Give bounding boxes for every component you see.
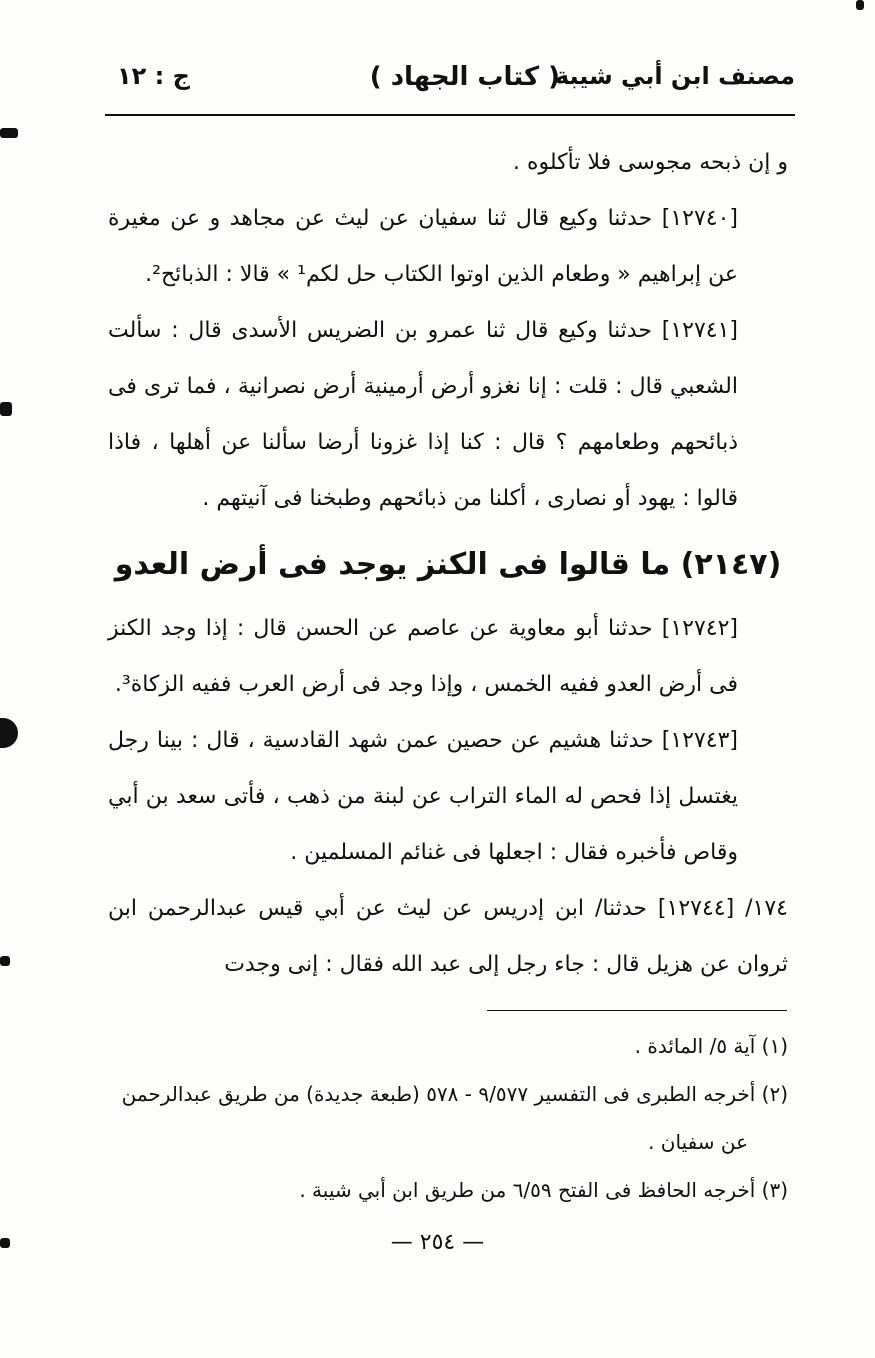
chapter-title: ( كتاب الجهاد )	[369, 62, 560, 92]
scan-mark	[0, 718, 18, 748]
hadith-paragraph: [١٢٧٤٠] حدثنا وكيع قال ثنا سفيان عن ليث عن مجاهد و عن مغيرة عن إبراهيم « وطعام الذين اوتوا الكتاب حل لكم¹ » قالا : الذبائح².	[108, 206, 738, 287]
text-paragraph: و إن ذبحه مجوسى فلا تأكلوه .	[513, 150, 788, 175]
header-rule	[105, 114, 795, 116]
scan-mark	[856, 0, 864, 10]
hadith-paragraph: [١٢٧٤١] حدثنا وكيع قال ثنا عمرو بن الضريس الأسدى قال : سألت الشعبي قال : قلت : إنا نغزو أرض أرمينية أرض نصرانية ، فما ترى فى ذبائحهم وطعامهم ؟ قال : كنا إذا غزونا أرضا سألنا عن أهلها ، فاذا قالوا : يهود أو نصارى ، أكلنا من ذبائحهم وطبخنا فى آنيتهم .	[108, 318, 738, 511]
hadith-paragraph: [١٢٧٤٣] حدثنا هشيم عن حصين عمن شهد القادسية ، قال : بينا رجل يغتسل إذا فحص له الماء التراب عن لبنة من ذهب ، فأتى سعد بن أبي وقاص فأخبره فقال : اجعلها فى غنائم المسلمين .	[108, 728, 738, 865]
footnote-continuation: عن سفيان .	[648, 1130, 748, 1154]
main-text	[108, 135, 788, 993]
hadith-paragraph: [١٢٧٤٢] حدثنا أبو معاوية عن عاصم عن الحسن قال : إذا وجد الكنز فى أرض العدو ففيه الخمس ، وإذا وجد فى أرض العرب ففيه الزكاة³.	[108, 616, 738, 697]
book-title: مصنف ابن أبي شيبة	[554, 62, 795, 90]
footnotes	[108, 1022, 788, 1214]
scan-mark	[0, 956, 10, 966]
footnote: (٣) أخرجه الحافظ فى الفتح ٦/٥٩ من طريق ابن أبي شيبة .	[299, 1178, 788, 1202]
page-header	[105, 58, 795, 114]
scan-mark	[0, 402, 12, 416]
footnote-rule	[487, 1010, 787, 1011]
footnote: (١) آية ٥/ المائدة .	[634, 1034, 788, 1058]
hadith-paragraph: ١٧٤/ [١٢٧٤٤] حدثنا/ ابن إدريس عن ليث عن أبي قيس عبدالرحمن ابن ثروان عن هزيل قال : جاء رجل إلى عبد الله فقال : إنى وجدت	[108, 896, 788, 977]
page-number: — ٢٥٤ —	[390, 1230, 485, 1255]
section-heading: (٢١٤٧) ما قالوا فى الكنز يوجد فى أرض العدو	[114, 547, 782, 582]
volume-number: ج : ١٢	[117, 62, 190, 90]
scan-mark	[0, 128, 18, 138]
footnote: (٢) أخرجه الطبرى فى التفسير ٩/٥٧٧ - ٥٧٨ (طبعة جديدة) من طريق عبدالرحمن	[121, 1082, 788, 1106]
